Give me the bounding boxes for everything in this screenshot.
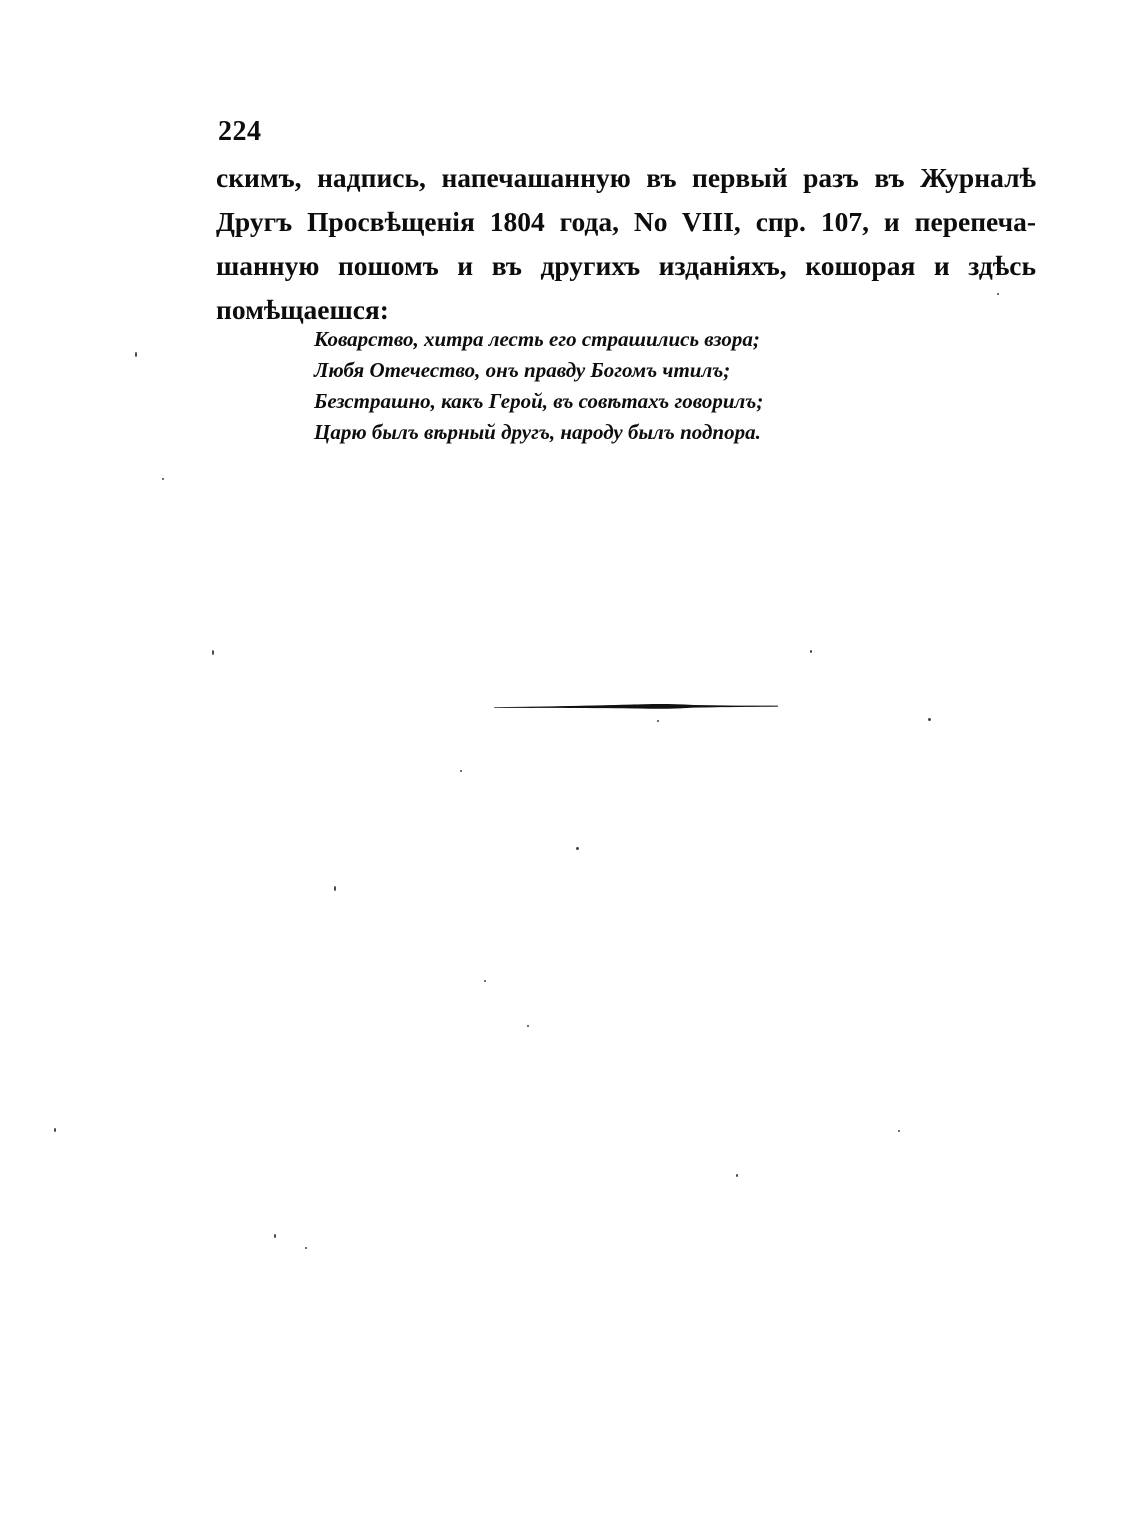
verse-line: Коварство, хитра лесть его страшились взора; (314, 327, 760, 351)
scan-speck (527, 1025, 529, 1027)
scan-speck (305, 1247, 307, 1249)
verse-line: Безстрашно, какъ Герой, въ совѣтахъ говорилъ; (314, 389, 764, 413)
scan-speck (657, 720, 659, 722)
scan-speck (54, 1128, 56, 1132)
scan-speck (898, 1130, 900, 1132)
paragraph-line: скимъ, надпись, напечашанную въ первый разъ въ Журналѣ (216, 162, 1036, 193)
paragraph-line: шанную пошомъ и въ другихъ изданіяхъ, кошорая и здѣсь (216, 250, 1036, 281)
scan-speck (576, 847, 579, 850)
scan-speck (997, 293, 999, 295)
body-paragraph (216, 156, 1036, 332)
scan-speck (334, 886, 336, 891)
scan-speck (162, 478, 164, 480)
scan-speck (135, 352, 137, 357)
paragraph-line: Другъ Просвѣщенія 1804 года, No VIII, спр. 107, и перепеча- (216, 206, 1036, 237)
scan-speck (928, 718, 931, 721)
scan-speck (460, 770, 462, 772)
scan-speck (274, 1234, 276, 1238)
scan-speck (212, 650, 214, 655)
verse-line: Царю былъ вѣрный другъ, народу былъ подпора. (314, 420, 761, 444)
paragraph-line: помѣщаешся: (216, 294, 389, 325)
scan-speck (484, 980, 486, 982)
scan-speck (810, 650, 812, 653)
epitaph-verse (314, 324, 874, 448)
verse-line: Любя Отечество, онъ правду Богомъ чтилъ; (314, 358, 731, 382)
scan-speck (736, 1174, 738, 1177)
end-ornament-rule (494, 699, 778, 713)
page-number: 224 (218, 116, 262, 147)
